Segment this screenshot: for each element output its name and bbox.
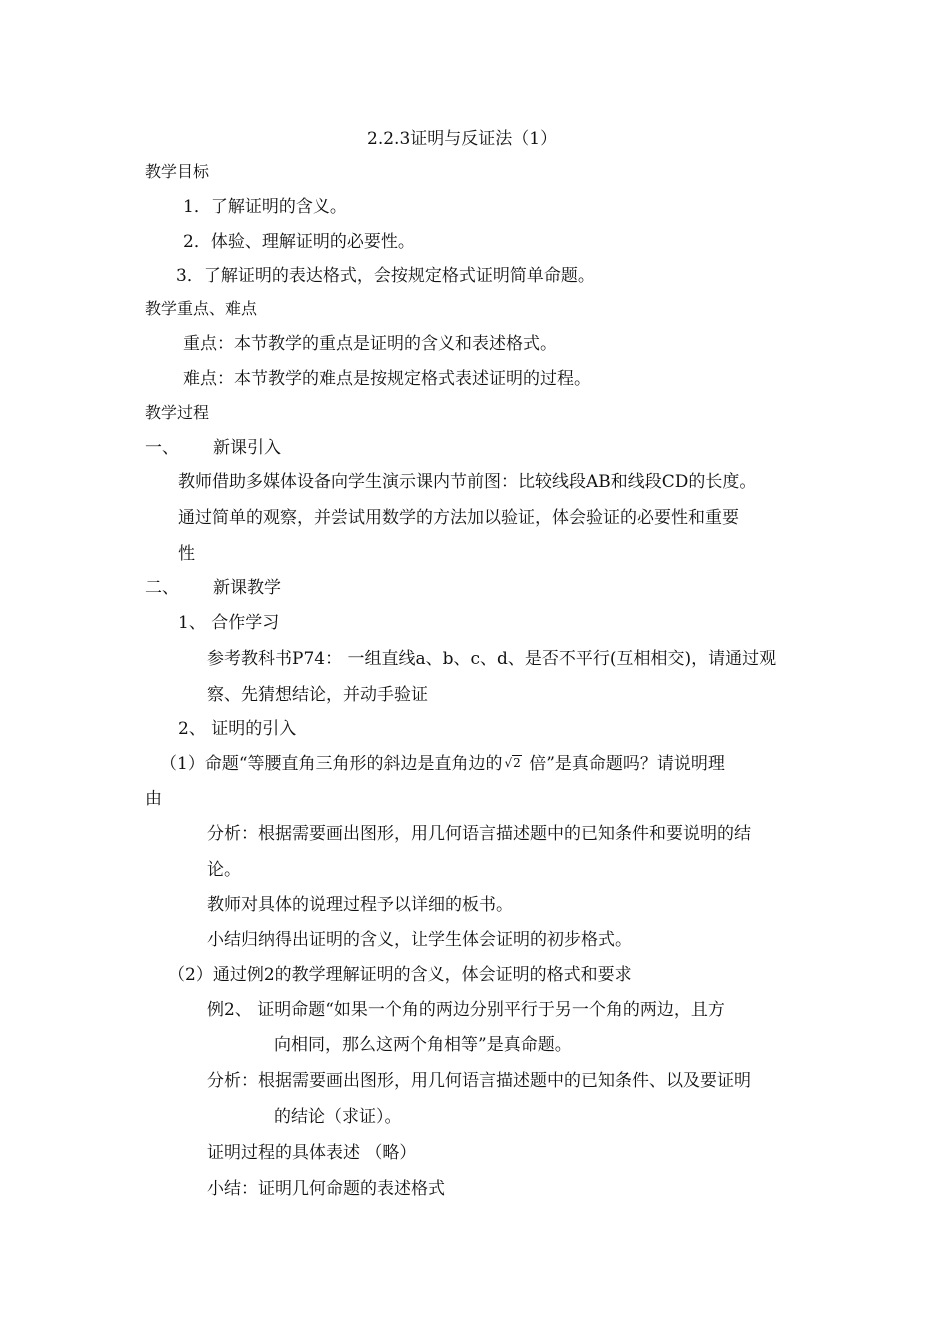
goal-item-2: 2．体验、理解证明的必要性。 <box>183 232 415 252</box>
subsection-cooperative-learning: 1、 合作学习 <box>178 613 280 633</box>
part2-title: 新课教学 <box>213 578 281 598</box>
analysis-1-line1: 分析：根据需要画出图形，用几何语言描述题中的已知条件和要说明的结 <box>207 824 751 844</box>
goal-item-3: 3．了解证明的表达格式，会按规定格式证明简单命题。 <box>176 266 595 286</box>
example-2-line2: 向相同，那么这两个角相等”是真命题。 <box>274 1035 572 1055</box>
goal-item-1: 1．了解证明的含义。 <box>183 197 347 217</box>
section-heading-process: 教学过程 <box>145 403 210 422</box>
question-1-text-after: 倍”是真命题吗？请说明理 <box>523 754 725 774</box>
difficult-point-text: 难点：本节教学的难点是按规定格式表述证明的过程。 <box>183 369 591 389</box>
teacher-note: 教师对具体的说理过程予以详细的板书。 <box>207 895 513 915</box>
question-1-line2: 由 <box>145 789 162 809</box>
question-1-line1 <box>160 752 725 775</box>
analysis-2-line1: 分析：根据需要画出图形，用几何语言描述题中的已知条件、以及要证明 <box>207 1071 751 1091</box>
key-point-text: 重点：本节教学的重点是证明的含义和表述格式。 <box>183 334 557 354</box>
section-heading-key-points: 教学重点、难点 <box>145 299 258 318</box>
subsection1-paragraph-line2: 察、先猜想结论，并动手验证 <box>207 685 428 705</box>
question-1-text-before: （1）命题“等腰直角三角形的斜边是直角边的 <box>160 754 503 774</box>
summary-1: 小结归纳得出证明的含义，让学生体会证明的初步格式。 <box>207 930 632 950</box>
part1-number: 一、 <box>145 438 179 458</box>
summary-2: 小结：证明几何命题的表述格式 <box>207 1179 445 1199</box>
proof-note: 证明过程的具体表述 （略） <box>207 1143 417 1163</box>
part1-paragraph-line3: 性 <box>178 544 195 564</box>
analysis-1-line2: 论。 <box>207 860 241 880</box>
page-title: 2.2.3证明与反证法（1） <box>367 129 558 149</box>
example-2-line1: 例2、 证明命题“如果一个角的两边分别平行于另一个角的两边，且方 <box>207 1000 725 1020</box>
part2-number: 二、 <box>145 578 179 598</box>
subsection-proof-intro: 2、 证明的引入 <box>178 719 297 739</box>
part1-title: 新课引入 <box>213 438 281 458</box>
part1-paragraph-line1: 教师借助多媒体设备向学生演示课内节前图：比较线段AB和线段CD的长度。 <box>178 472 757 492</box>
subsection1-paragraph-line1: 参考教科书P74： 一组直线a、b、c、d、是否不平行(互相相交)，请通过观 <box>207 649 777 669</box>
part1-paragraph-line2: 通过简单的观察，并尝试用数学的方法加以验证，体会验证的必要性和重要 <box>178 508 739 528</box>
section-heading-goals: 教学目标 <box>145 162 210 181</box>
question-2: （2）通过例2的教学理解证明的含义，体会证明的格式和要求 <box>168 965 632 985</box>
analysis-2-line2: 的结论（求证）。 <box>274 1107 402 1127</box>
sqrt-two-symbol: √2 <box>504 756 521 770</box>
